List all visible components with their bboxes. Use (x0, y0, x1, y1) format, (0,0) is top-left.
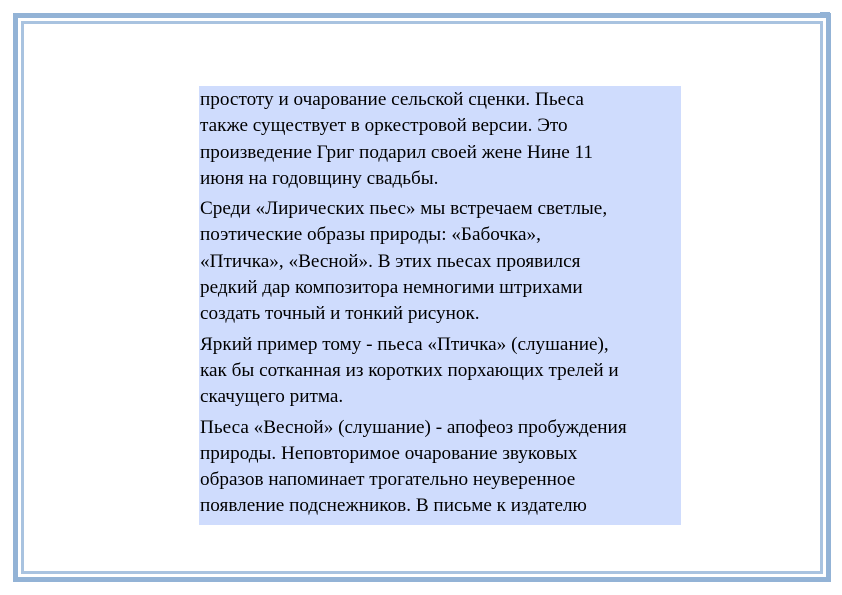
paragraph-1 (200, 87, 681, 192)
paragraph-line: природы. Неповторимое очарование звуковых (200, 442, 578, 464)
paragraph-line: июня на годовщину свадьбы. (200, 167, 439, 189)
paragraph-line: произведение Григ подарил своей жене Нине 11 (200, 141, 594, 163)
paragraph-line: «Птичка», «Весной». В этих пьесах проявился (200, 250, 581, 272)
paragraph-line: скачущего ритма. (200, 386, 344, 408)
paragraph-line: Среди «Лирических пьес» мы встречаем светлые, (200, 198, 608, 220)
paragraph-line: как бы сотканная из коротких порхающих трелей и (200, 359, 619, 381)
paragraph-line: Яркий пример тому - пьеса «Птичка» (слушание), (200, 333, 609, 355)
paragraph-line: Пьеса «Весной» (слушание) - апофеоз пробуждения (200, 416, 627, 438)
paragraph-line: создать точный и тонкий рисунок. (200, 303, 480, 325)
paragraph-4 (200, 415, 681, 520)
paragraph-line: также существует в оркестровой версии. Это (200, 115, 568, 137)
slide-text-block (199, 86, 681, 525)
paragraph-line: поэтические образы природы: «Бабочка», (200, 224, 541, 246)
frame-corner-ornament (820, 12, 830, 22)
paragraph-line: появление подснежников. В письме к издателю (200, 495, 587, 517)
paragraph-3 (200, 332, 681, 411)
paragraph-line: редкий дар композитора немногими штрихами (200, 277, 583, 299)
paragraph-line: простоту и очарование сельской сценки. Пьеса (200, 89, 584, 110)
paragraph-2 (200, 196, 681, 327)
paragraph-line: образов напоминает трогательно неуверенное (200, 469, 576, 491)
